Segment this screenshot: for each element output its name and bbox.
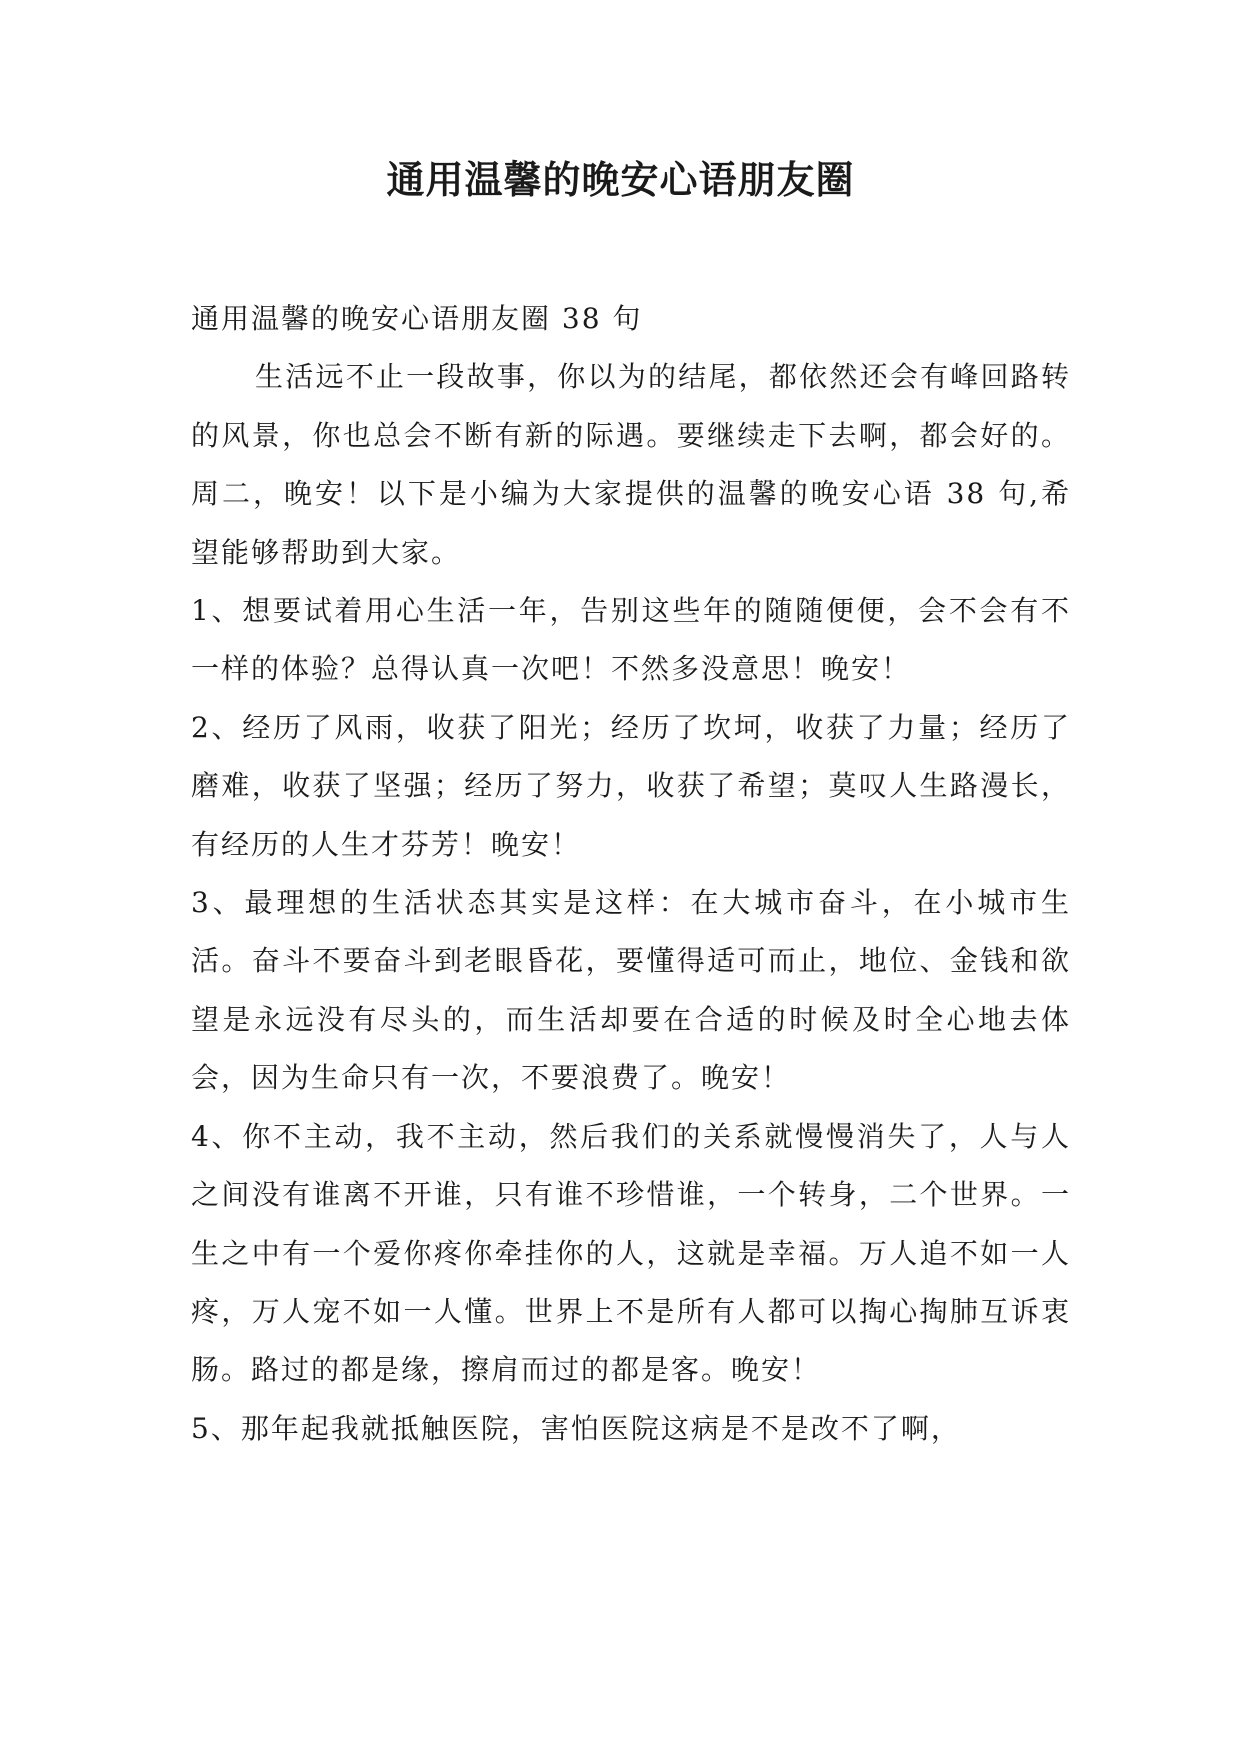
intro-paragraph: 生活远不止一段故事，你以为的结尾，都依然还会有峰回路转的风景，你也总会不断有新的际遇。要继续走下去啊，都会好的。 周二，晚安！以下是小编为大家提供的温馨的晚安心语 38 句,希望能够帮助到大家。	[191, 360, 1071, 569]
list-item-5: 5、那年起我就抵触医院，害怕医院这病是不是改不了啊，	[191, 1411, 961, 1445]
document-subtitle: 通用温馨的晚安心语朋友圈 38 句	[191, 302, 643, 335]
list-item-3: 3、最理想的生活状态其实是这样：在大城市奋斗，在小城市生活。奋斗不要奋斗到老眼昏花，要懂得适可而止，地位、金钱和欲望是永远没有尽头的，而生活却要在合适的时候及时全心地去体会，因为生命只有一次，不要浪费了。晚安！	[191, 886, 1071, 1095]
list-item-2: 2、经历了风雨，收获了阳光；经历了坎坷，收获了力量；经历了磨难，收获了坚强；经历了努力，收获了希望；莫叹人生路漫长，有经历的人生才芬芳！晚安！	[191, 710, 1071, 861]
document-body	[191, 290, 1071, 1458]
list-item-4: 4、你不主动，我不主动，然后我们的关系就慢慢消失了，人与人之间没有谁离不开谁，只有谁不珍惜谁，一个转身，二个世界。一生之中有一个爱你疼你牵挂你的人，这就是幸福。万人追不如一人疼，万人宠不如一人懂。世界上不是所有人都可以掏心掏肺互诉衷肠。路过的都是缘，擦肩而过的都是客。晚安！	[191, 1119, 1071, 1387]
document-title: 通用温馨的晚安心语朋友圈	[386, 158, 855, 202]
list-item-1: 1、想要试着用心生活一年，告别这些年的随随便便，会不会有不一样的体验？总得认真一次吧！不然多没意思！晚安！	[191, 594, 1071, 686]
